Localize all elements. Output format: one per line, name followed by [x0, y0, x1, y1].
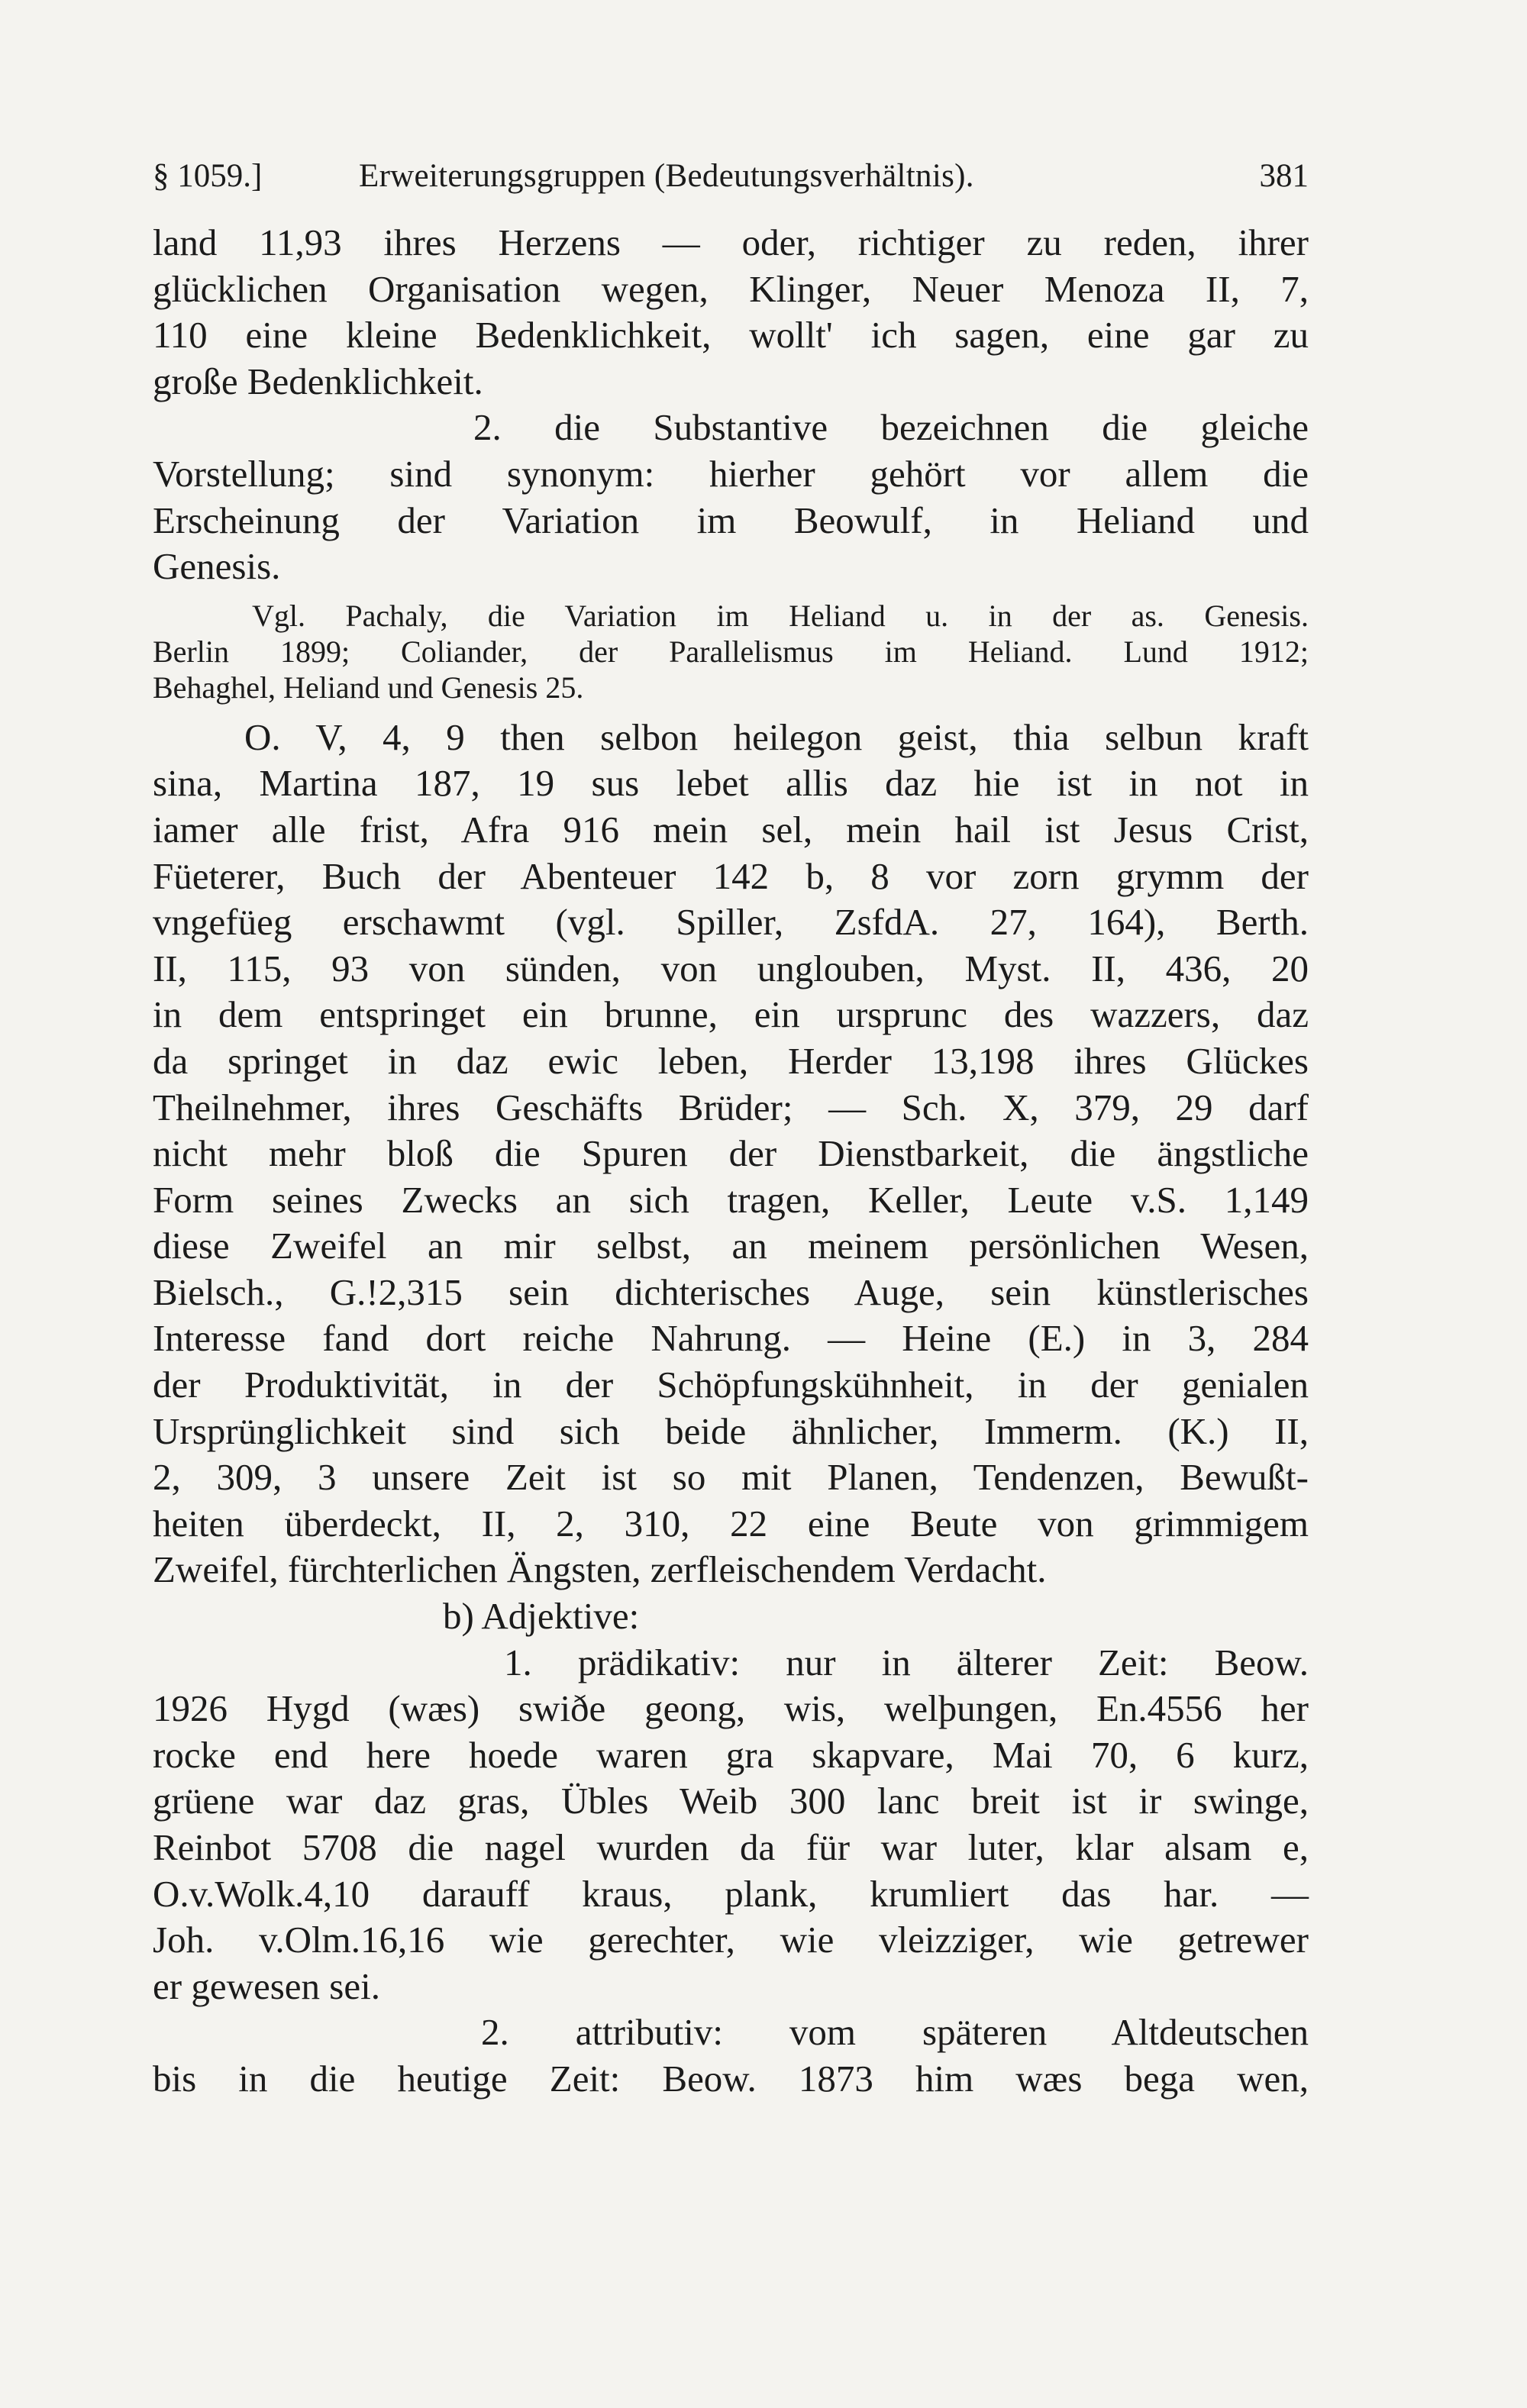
text-line: Füeterer, Buch der Abenteuer 142 b, 8 vor zorn grymm der [153, 854, 1309, 897]
text-line: grüene war daz gras, Übles Weib 300 lanc breit ist ir swinge, [153, 1780, 1309, 1822]
text-line: sina, Martina 187, 19 sus lebet allis daz hie ist in not in [153, 762, 1309, 805]
text-line: da springet in daz ewic leben, Herder 13,198 ihres Glückes [153, 1039, 1309, 1082]
bibliography-note: Berlin 1899; Coliander, der Parallelismus im Heliand. Lund 1912; [153, 634, 1309, 669]
page-number: 381 [1259, 158, 1309, 194]
text-line: glücklichen Organisation wegen, Klinger, Neuer Menoza II, 7, [153, 267, 1309, 310]
text-line: nicht mehr bloß die Spuren der Dienstbarkeit, die ängstliche [153, 1132, 1309, 1175]
text-line: O.v.Wolk.4,10 darauff kraus, plank, krumliert das har. — [153, 1872, 1309, 1915]
text-line: rocke end here hoede waren gra skapvare, Mai 70, 6 kurz, [153, 1733, 1309, 1776]
subsection-heading: 2. die Substantive bezeichnen die gleiche [473, 406, 1309, 449]
text-line: Form seines Zwecks an sich tragen, Keller, Leute v.S. 1,149 [153, 1178, 1309, 1221]
text-line: O. V, 4, 9 then selbon heilegon geist, thia selbun kraft [244, 715, 1309, 758]
text-line: 1926 Hygd (wæs) swiðe geong, wis, welþungen, En.4556 her [153, 1687, 1309, 1730]
text-line: Joh. v.Olm.16,16 wie gerechter, wie vleizziger, wie getrewer [153, 1919, 1309, 1961]
text-line: Theilnehmer, ihres Geschäfts Brüder; — Sch. X, 379, 29 darf [153, 1086, 1309, 1128]
text-line: Ursprünglichkeit sind sich beide ähnlicher, Immerm. (K.) II, [153, 1409, 1309, 1452]
section-reference: § 1059.] [153, 158, 263, 194]
text-line: Genesis. [153, 545, 281, 588]
text-line: diese Zweifel an mir selbst, an meinem persönlichen Wesen, [153, 1225, 1309, 1267]
text-line: große Bedenklichkeit. [153, 360, 483, 402]
text-line: Zweifel, fürchterlichen Ängsten, zerfleischendem Verdacht. [153, 1548, 1047, 1591]
subsection-heading: 1. prädikativ: nur in älterer Zeit: Beow. [504, 1641, 1309, 1683]
text-line: land 11,93 ihres Herzens — oder, richtiger zu reden, ihrer [153, 221, 1309, 263]
text-line: Bielsch., G.!2,315 sein dichterisches Auge, sein künstlerisches [153, 1270, 1309, 1313]
running-header [153, 150, 1309, 203]
text-line: vngefüeg erschawmt (vgl. Spiller, ZsfdA. 27, 164), Berth. [153, 901, 1309, 944]
text-line: Interesse fand dort reiche Nahrung. — Heine (E.) in 3, 284 [153, 1317, 1309, 1360]
text-line: bis in die heutige Zeit: Beow. 1873 him wæs bega wen, [153, 2057, 1309, 2100]
text-line: Erscheinung der Variation im Beowulf, in Heliand und [153, 499, 1309, 541]
subsection-heading: 2. attributiv: vom späteren Altdeutschen [481, 2011, 1309, 2054]
text-line: der Produktivität, in der Schöpfungskühnheit, in der genialen [153, 1364, 1309, 1406]
text-line: in dem entspringet ein brunne, ein ursprunc des wazzers, daz [153, 993, 1309, 1036]
bibliography-note: Behaghel, Heliand und Genesis 25. [153, 670, 584, 705]
bibliography-note: Vgl. Pachaly, die Variation im Heliand u. in der as. Genesis. [252, 598, 1309, 633]
running-title: Erweiterungsgruppen (Bedeutungsverhältnis). [359, 158, 974, 194]
text-line: iamer alle frist, Afra 916 mein sel, mein hail ist Jesus Crist, [153, 808, 1309, 851]
text-line: er gewesen sei. [153, 1964, 380, 2007]
text-line: 2, 309, 3 unsere Zeit ist so mit Planen, Tendenzen, Bewußt- [153, 1456, 1309, 1499]
text-line: 110 eine kleine Bedenklichkeit, wollt' ich sagen, eine gar zu [153, 314, 1309, 357]
text-line: heiten überdeckt, II, 2, 310, 22 eine Beute von grimmigem [153, 1502, 1309, 1545]
page-body [153, 220, 1309, 2103]
subsection-heading: b) Adjektive: [443, 1595, 640, 1638]
text-line: Reinbot 5708 die nagel wurden da für war luter, klar alsam e, [153, 1826, 1309, 1868]
text-line: II, 115, 93 von sünden, von unglouben, Myst. II, 436, 20 [153, 947, 1309, 989]
text-line: Vorstellung; sind synonym: hierher gehört vor allem die [153, 452, 1309, 495]
